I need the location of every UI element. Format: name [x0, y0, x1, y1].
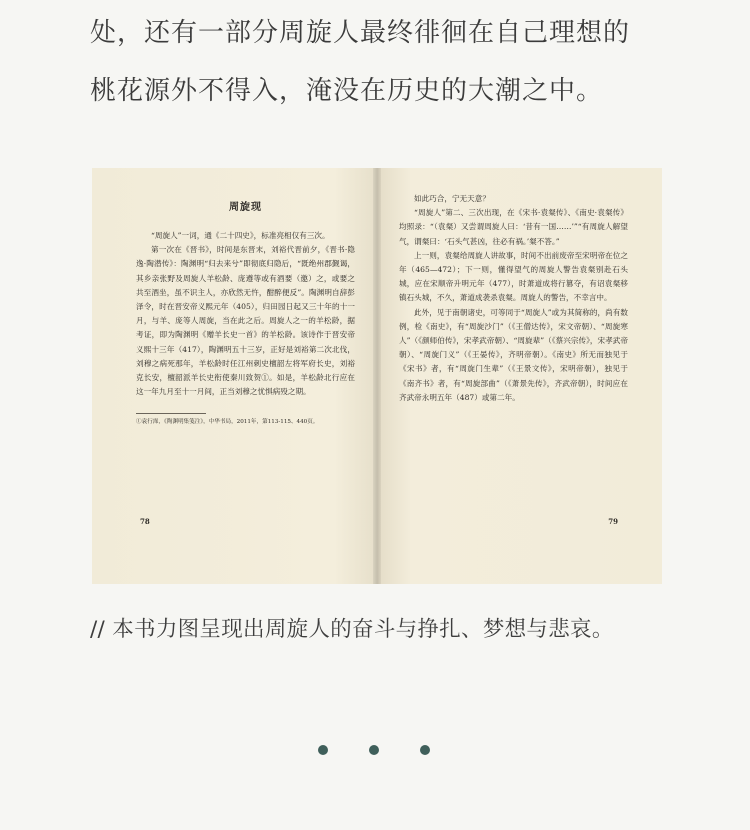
left-page: [92, 168, 377, 584]
pagination-dots: [318, 744, 430, 756]
right-page-body: [399, 192, 628, 405]
intro-line-2: 桃花源外不得入，淹没在历史的大潮之中。: [90, 76, 604, 106]
intro-text: [90, 4, 710, 120]
page-number-right: 79: [608, 517, 618, 526]
pagination-dot[interactable]: [318, 745, 328, 755]
open-book-photo: [92, 168, 662, 584]
chapter-title: 周旋现: [229, 202, 262, 213]
book-spine: [373, 168, 381, 584]
footnote-divider: [136, 413, 206, 414]
pagination-dot[interactable]: [369, 745, 379, 755]
right-paragraph: 此外，见于南朝诸史，可等同于“周旋人”或为其简称的，尚有数例，检《南史》，有“周旋沙门”（《王僧达传》，宋文帝朝）、“周旋寒人”（《颜师伯传》，宋孝武帝朝）、“周旋辈”（《蔡兴宗传》，宋孝武帝朝）、“周旋门义”（《王晏传》，齐明帝朝）。《南史》所无而独见于《宋书》者，有“周旋门生辈”（《王景文传》，宋明帝朝），独见于《南齐书》者，有“周旋部曲”（《萧景先传》，齐武帝朝），时间应在齐武帝永明五年（487）或第二年。: [399, 307, 628, 402]
page-number-left: 78: [140, 517, 150, 526]
right-page: [377, 168, 662, 584]
left-page-body: [136, 229, 355, 399]
intro-line-1: 处，还有一部分周旋人最终徘徊在自己理想的: [90, 18, 631, 48]
left-paragraph: “周旋人”一词，通《二十四史》，标准亮相仅有三次。: [151, 231, 330, 240]
right-paragraph: 上一则，袁粲给周旋人讲故事，时间不出前废帝至宋明帝在位之年（465—472）；下一则，懂得望气的周旋人警告袁粲别赴石头城，应在宋顺帝升明元年（477），时萧道成将行篡夺，有诏袁粲移镇石头城，不久，萧道成袭杀袁粲。周旋人的警告，不幸言中。: [399, 250, 628, 303]
caption: // 本书力图呈现出周旋人的奋斗与挣扎、梦想与悲哀。: [90, 617, 614, 642]
footnote: ①袁行霈，《陶渊明集笺注》，中华书局，2011年，第113-115、440页。: [136, 419, 319, 426]
pagination-dot[interactable]: [420, 745, 430, 755]
left-paragraph: 第一次在《晋书》，时间是东晋末，刘裕代晋前夕，《晋书·隐逸·陶潜传》：陶渊明“归去来兮”即彻底归隐后，“既绝州郡觐谒，其乡亲张野及周旋人羊松龄、庞遵等或有酒要（邀）之，或要之共至酒坐，虽不识主人，亦欣然无忤，酣醉便反”。陶渊明自辞彭泽令，时在晋安帝义熙元年（405），归田园日起又三十年的十一月，与羊、庞等人周旋，当在此之后。周旋人之一的羊松龄，据考证，即为陶渊明《赠羊长史一首》的羊松龄。该诗作于晋安帝义熙十三年（417），陶渊明五十三岁，正好是刘裕第二次北伐，刘穆之病死那年，羊松龄时任江州刺史檀韶左将军府长史，刘裕克长安，檀韶派羊长史衔使秦川致贺①。如是，羊松龄北行应在这一年九月至十一月间，正当刘穆之忧惧病殁之期。: [136, 245, 355, 397]
right-paragraph: “周旋人”第二、三次出现，在《宋书·袁粲传》、《南史·袁粲传》均照录：“（袁粲）又尝谓周旋人曰：‘昔有一国……’”“有周旋人解望气，谓粲曰：‘石头气甚凶，往必有祸。’粲不答。”: [399, 208, 628, 246]
right-paragraph: 如此巧合，宁无天意？: [414, 194, 490, 203]
